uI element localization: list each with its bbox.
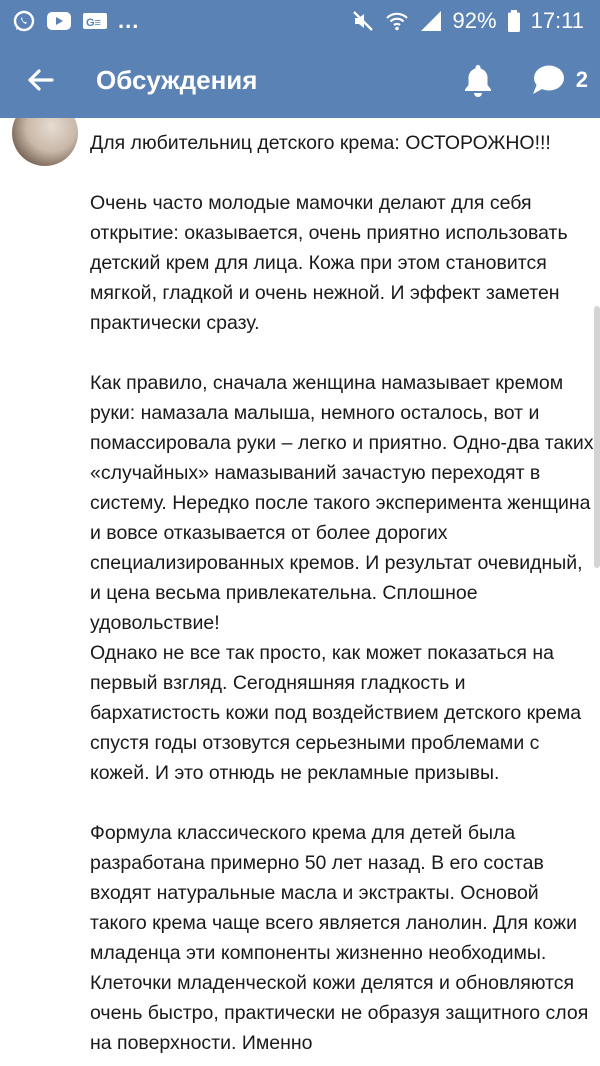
discussion-content[interactable]: [0, 118, 600, 1066]
post-paragraph: Однако не все так просто, как может показаться на первый взгляд. Сегодняшняя гладкость и бархатистость кожи под воздействием детского крема спустя годы отзовутся серьезными проблемами с кожей. И это отнюдь не рекламные призывы.: [90, 642, 582, 784]
battery-icon: [507, 9, 521, 33]
whatsapp-icon: [12, 9, 36, 33]
mute-icon: [351, 9, 375, 33]
bell-icon: [461, 62, 495, 98]
back-button[interactable]: [0, 42, 80, 118]
clock: 17:11: [530, 8, 584, 33]
wifi-icon: [385, 9, 409, 33]
youtube-icon: [46, 11, 72, 31]
post-paragraph: Как правило, сначала женщина намазывает кремом руки: намазала малыша, немного осталось, вот и помассировала руки – легко и приятно. Одно-два таких «случайных» намазываний зачастую переходят в систему. Нередко после такого эксперимента женщина и вовсе отказывается от более дорогих специализированных кремов. И результат очевидный, и цена весьма привлекательна. Сплошное удовольствие!: [90, 372, 594, 634]
arrow-left-icon: [24, 64, 56, 96]
scrollbar[interactable]: [594, 306, 600, 568]
post-body: [90, 128, 595, 1058]
notifications-button[interactable]: [448, 50, 508, 110]
messages-button[interactable]: [530, 63, 588, 97]
messages-count-badge: 2: [575, 67, 588, 92]
svg-text:G≡: G≡: [86, 17, 101, 29]
status-bar: [0, 0, 600, 42]
post-paragraph: Формула классического крема для детей была разработана примерно 50 лет назад. В его состав входят натуральные масла и экстракты. Основой такого крема чаще всего является ланолин. Для кожи младенца эти компоненты жизненно необходимы. Клеточки младенческой кожи делятся и обновляются очень быстро, практически не образуя защитного слоя на поверхности. Именно: [90, 822, 589, 1054]
post-paragraph: Очень часто молодые мамочки делают для себя открытие: оказывается, очень приятно использовать детский крем для лица. Кожа при этом становится мягкой, гладкой и очень нежной. И эффект заметен практически сразу.: [90, 192, 568, 334]
chat-bubble-icon: [530, 63, 566, 97]
signal-icon: [419, 9, 443, 33]
battery-percent: 92%: [452, 8, 497, 33]
page-title: Обсуждения: [96, 64, 258, 95]
app-bar: [0, 42, 600, 118]
gmail-icon: [82, 11, 108, 31]
post-title: Для любительниц детского крема: ОСТОРОЖНО!!!: [90, 132, 551, 154]
more-notifications: ...: [118, 8, 140, 33]
avatar[interactable]: [12, 118, 78, 166]
